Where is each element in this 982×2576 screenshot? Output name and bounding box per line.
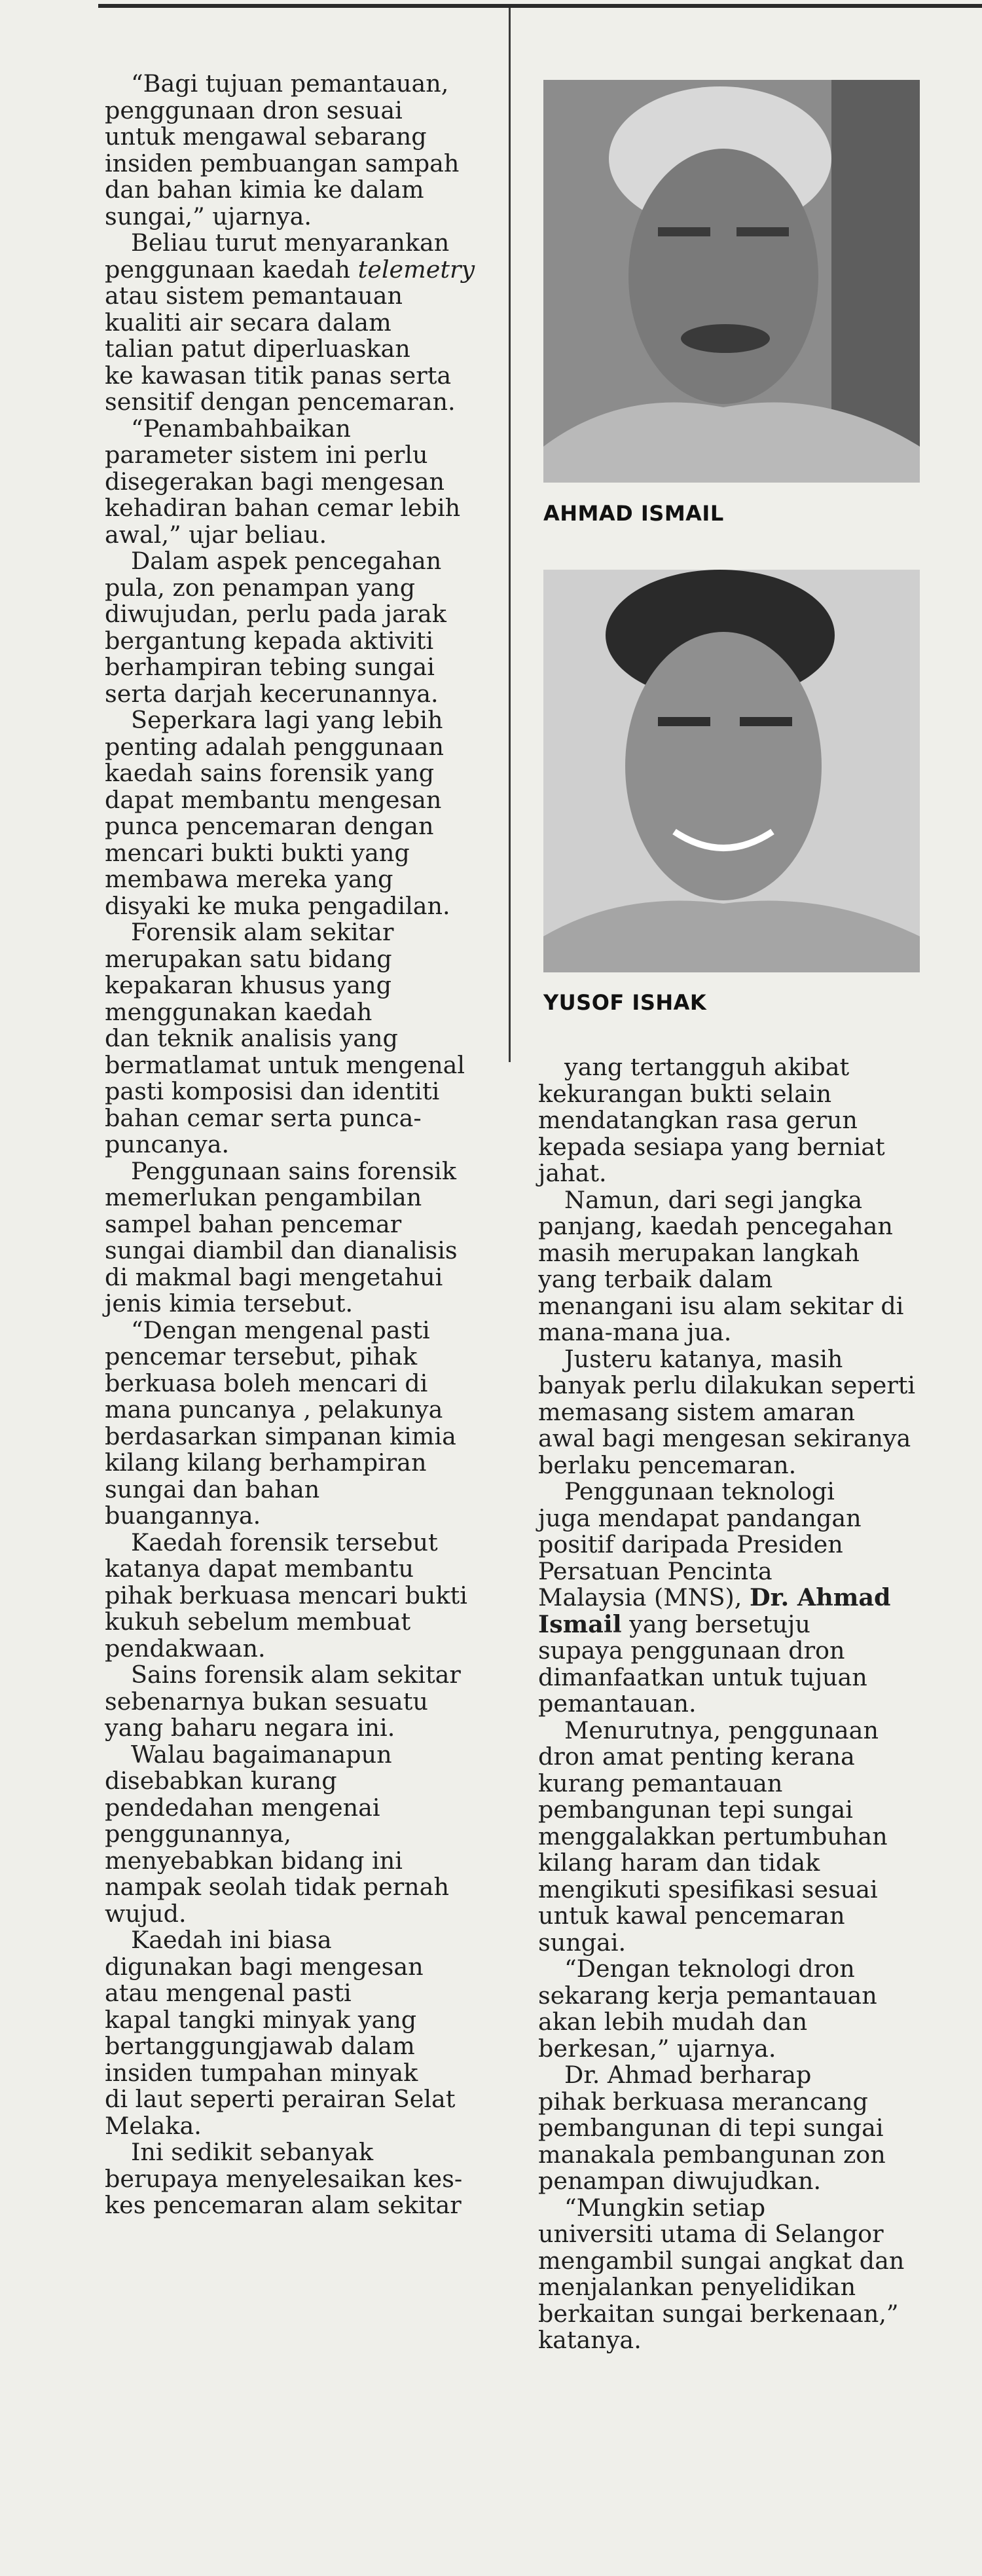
text-line: kaedah sains forensik yang [105,759,435,787]
text-line: dapat membantu mengesan [105,785,442,814]
text-line: kapal tangki minyak yang [105,2005,417,2034]
text-line: kukuh sebelum membuat [105,1608,411,1636]
text-line: jenis kimia tersebut. [105,1289,354,1317]
portrait-image [543,80,920,483]
text-line: pendakwaan. [105,1634,266,1663]
right-column [538,1054,951,2354]
text-line: kilang kilang berhampiran [105,1448,427,1477]
text-line: Seperkara lagi yang lebih [131,706,443,734]
paragraph [538,2195,951,2354]
text-line: bermatlamat untuk mengenal [105,1050,465,1079]
text-line: Beliau turut menyarankan [131,229,450,257]
text-line: digunakan bagi mengesan [105,1952,424,1981]
paragraph [105,1742,504,1928]
paragraph [105,2139,504,2219]
text-line: sampel bahan pencemar [105,1209,402,1238]
text-line: pula, zon penampan yang [105,573,416,602]
text-line: menangani isu alam sekitar di [538,1291,904,1320]
text-line: pemantauan. [538,1689,697,1718]
text-line: penggunaan dron sesuai [105,96,403,124]
left-column [105,71,504,2219]
text-line: kualiti air secara dalam [105,308,391,337]
text-line: di makmal bagi mengetahui [105,1262,443,1291]
text-line: berlaku pencemaran. [538,1450,797,1479]
text-line: jahat. [538,1159,607,1187]
text-line: kekurangan bukti selain [538,1079,832,1108]
paragraph [538,1187,951,1346]
text-line: mengambil sungai angkat dan [538,2246,905,2275]
text-line: menggalakkan pertumbuhan [538,1822,888,1850]
text-line: Kaedah forensik tersebut [131,1528,438,1556]
text-line: sensitif dengan pencemaran. [105,388,456,416]
text-line: Penggunaan sains forensik [131,1156,456,1185]
text-line: menyebabkan bidang ini [105,1846,403,1875]
text-line: Menurutnya, penggunaan [564,1716,879,1744]
text-line: berkesan,” ujarnya. [538,2034,776,2063]
text-line: mengikuti spesifikasi sesuai [538,1875,878,1904]
text-line: katanya. [538,2326,642,2354]
text-line: berkuasa boleh mencari di [105,1369,428,1397]
text-line: mana puncanya , pelakunya [105,1395,443,1424]
text-line: mencari bukti bukti yang [105,838,410,867]
text-line: mendatangkan rasa gerun [538,1106,858,1134]
text-line: kes pencemaran alam sekitar [105,2191,462,2219]
text-line: dan bahan kimia ke dalam [105,175,424,204]
paragraph [105,230,504,416]
paragraph [538,1479,951,1718]
text-line: berkaitan sungai berkenaan,” [538,2299,899,2328]
text-line: untuk mengawal sebarang [105,122,427,151]
text-line: Sains forensik alam sekitar [131,1661,461,1689]
italic-term: telemetry [357,255,475,284]
text-line: sekarang kerja pemantauan [538,1981,877,2010]
text-line: “Mungkin setiap [564,2193,766,2222]
text-line: universiti utama di Selangor [538,2220,884,2248]
text-line: Kaedah ini biasa [131,1926,332,1954]
text-line: menjalankan penyelidikan [538,2273,856,2301]
text-line: pihak berkuasa merancang [538,2087,868,2116]
paragraph [538,1346,951,1479]
text-line: Dr. Ahmad berharap [564,2061,812,2089]
caption-photo-1: AHMAD ISMAIL [543,501,724,526]
text-line: sebenarnya bukan sesuatu [105,1687,428,1716]
paragraph [105,71,504,230]
text-line: penampan diwujudkan. [538,2167,822,2195]
text-line: yang baharu negara ini. [105,1714,395,1742]
text-line: “Dengan teknologi dron [564,1955,855,1983]
text-line: katanya dapat membantu [105,1555,414,1583]
text-line: kepakaran khusus yang [105,971,391,999]
text-line: memasang sistem amaran [538,1397,856,1426]
paragraph [105,1927,504,2139]
paragraph [538,2062,951,2195]
text-line: Ismail yang bersetuju [538,1610,810,1638]
text-line: talian patut diperluaskan [105,335,410,363]
text-line: “Bagi tujuan pemantauan, [131,69,449,98]
bold-name: Dr. Ahmad [749,1583,891,1611]
text-line: Namun, dari segi jangka [564,1185,863,1214]
text-line: penggunaan kaedah telemetry [105,255,475,284]
text-line: insiden pembuangan sampah [105,149,460,177]
text-line: supaya penggunaan dron [538,1636,845,1665]
text-line: Dalam aspek pencegahan [131,547,442,575]
text-line: awal,” ujar beliau. [105,520,327,549]
text-line: atau mengenal pasti [105,1979,352,2007]
text-line: berhampiran tebing sungai [105,653,435,681]
text-line: penting adalah penggunaan [105,732,444,761]
text-line: pasti komposisi dan identiti [105,1077,440,1105]
text-line: untuk kawal pencemaran [538,1902,845,1930]
text-line: diwujudan, perlu pada jarak [105,600,446,628]
paragraph [538,1956,951,2062]
text-line: serta darjah kecerunannya. [105,679,439,708]
text-line: bertanggungjawab dalam [105,2032,415,2060]
text-line: parameter sistem ini perlu [105,441,428,469]
photo-ahmad-ismail [543,80,920,483]
text-line: Persatuan Pencinta [538,1556,773,1585]
paragraph [105,919,504,1158]
text-line: pembangunan tepi sungai [538,1795,853,1824]
text-line: kurang pemantauan [538,1769,783,1797]
text-line: pihak berkuasa mencari bukti [105,1581,467,1610]
text-line: sungai. [538,1928,627,1957]
text-line: yang tertangguh akibat [564,1053,850,1081]
text-line: pencemar tersebut, pihak [105,1342,418,1371]
paragraph [105,1662,504,1742]
text-line: kehadiran bahan cemar lebih [105,494,461,522]
text-line: memerlukan pengambilan [105,1183,422,1211]
text-line: akan lebih mudah dan [538,2008,808,2036]
text-line: Walau bagaimanapun [131,1740,392,1769]
text-line: berdasarkan simpanan kimia [105,1422,456,1450]
text-line: manakala pembangunan zon [538,2140,886,2169]
paragraph [538,1718,951,1957]
caption-photo-2: YUSOF ISHAK [543,990,707,1015]
text-line: berupaya menyelesaikan kes- [105,2164,463,2193]
portrait-image [543,570,920,972]
text-line: dron amat penting kerana [538,1742,855,1771]
text-line: awal bagi mengesan sekiranya [538,1424,911,1452]
text-line: positif daripada Presiden [538,1530,843,1558]
paragraph [538,1054,951,1187]
text-line: penggunannya, [105,1820,291,1848]
text-line: Forensik alam sekitar [131,918,394,946]
text-line: kepada sesiapa yang berniat [538,1132,885,1161]
text-line: disyaki ke muka pengadilan. [105,891,450,920]
text-line: “Penambahbaikan [131,414,351,443]
paragraph [105,416,504,549]
text-line: dan teknik analisis yang [105,1024,398,1052]
text-line: kilang haram dan tidak [538,1849,820,1877]
paragraph [105,1317,504,1530]
paragraph [105,1158,504,1317]
text-line: pembangunan di tepi sungai [538,2114,884,2142]
photo-yusof-ishak [543,570,920,972]
text-line: dimanfaatkan untuk tujuan [538,1663,867,1691]
paragraph [105,548,504,707]
text-line: Melaka. [105,2111,202,2140]
text-line: punca pencemaran dengan [105,812,434,840]
text-line: disebabkan kurang [105,1767,337,1795]
text-line: mana-mana jua. [538,1318,732,1346]
text-line: “Dengan mengenal pasti [131,1316,430,1344]
text-line: nampak seolah tidak pernah [105,1873,449,1901]
text-line: puncanya. [105,1130,230,1158]
text-line: juga mendapat pandangan [538,1503,862,1532]
text-line: membawa mereka yang [105,865,393,893]
text-line: Ini sedikit sebanyak [131,2138,374,2166]
text-line: Penggunaan teknologi [564,1477,835,1505]
text-line: yang terbaik dalam [538,1265,773,1293]
text-line: sungai dan bahan [105,1475,320,1503]
text-line: masih merupakan langkah [538,1238,860,1267]
paragraph [105,707,504,919]
text-line: sungai diambil dan dianalisis [105,1236,458,1264]
text-line: bahan cemar serta punca- [105,1103,422,1132]
text-line: menggunakan kaedah [105,997,373,1026]
text-line: ke kawasan titik panas serta [105,361,452,390]
top-rule [98,4,982,8]
text-line: panjang, kaedah pencegahan [538,1212,893,1240]
text-line: pendedahan mengenai [105,1793,380,1822]
text-line: sungai,” ujarnya. [105,202,312,230]
text-line: bergantung kepada aktiviti [105,626,434,655]
text-line: wujud. [105,1899,187,1928]
text-line: merupakan satu bidang [105,944,392,973]
text-line: banyak perlu dilakukan seperti [538,1371,916,1399]
text-line: di laut seperti perairan Selat [105,2085,456,2113]
text-line: atau sistem pemantauan [105,282,403,310]
text-line: disegerakan bagi mengesan [105,467,445,496]
text-line: Justeru katanya, masih [564,1344,843,1373]
paragraph [105,1530,504,1663]
column-divider [509,8,511,1062]
text-line: Malaysia (MNS), Dr. Ahmad [538,1583,891,1611]
text-line: insiden tumpahan minyak [105,2058,418,2087]
bold-name: Ismail [538,1610,622,1638]
text-line: buangannya. [105,1501,261,1530]
